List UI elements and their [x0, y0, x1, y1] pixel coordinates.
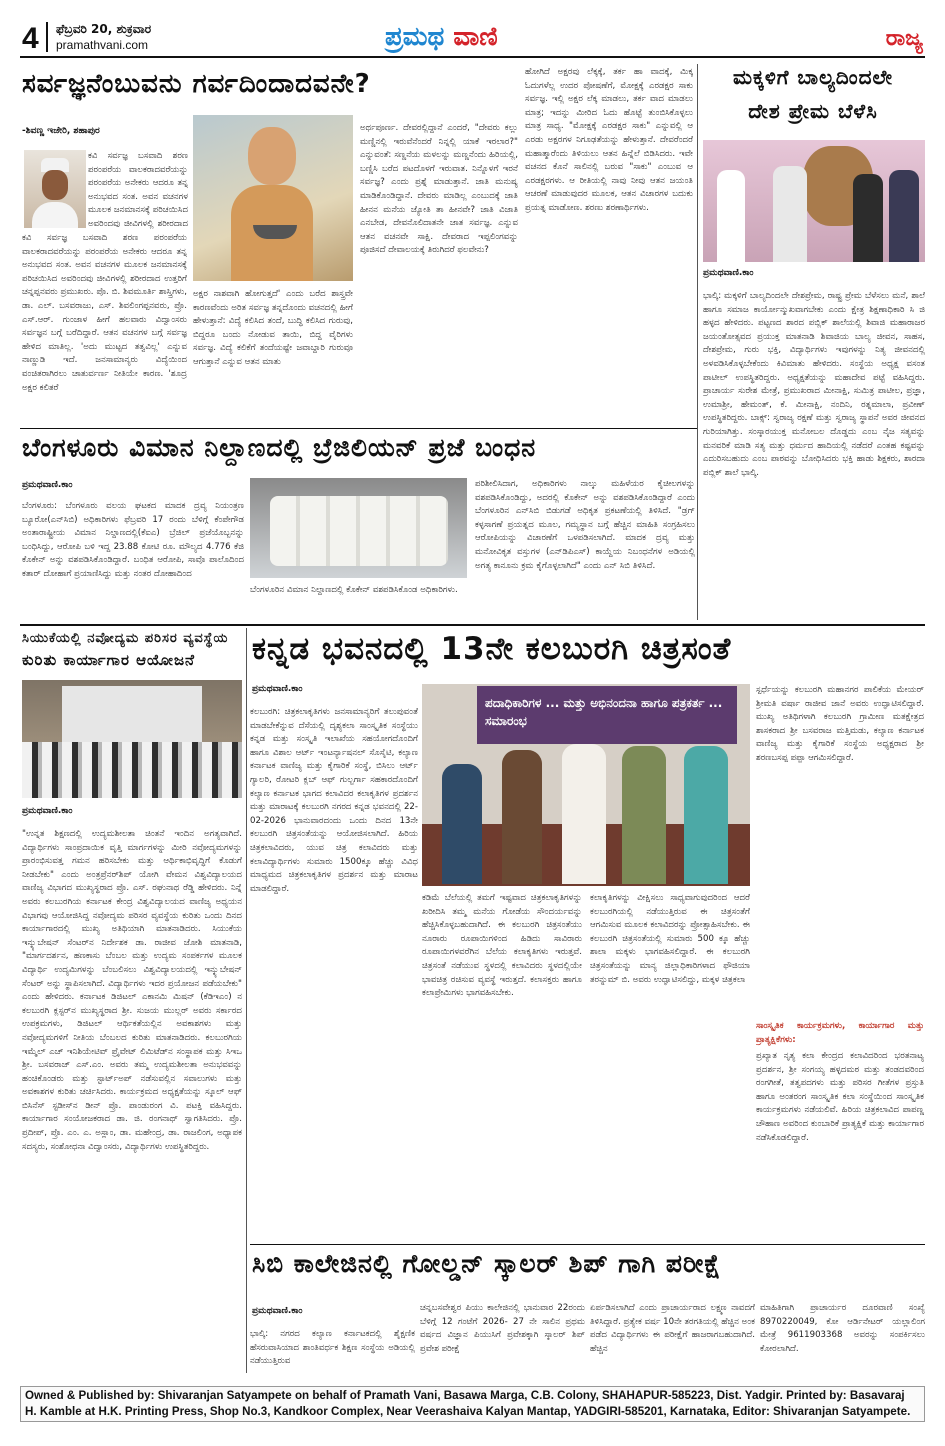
article-headline: ಬೆಂಗಳೂರು ವಿಮಾನ ನಿಲ್ದಾಣದಲ್ಲಿ ಬ್ರೆಜಿಲಿಯನ್ ಪ್ರಜೆ ಬಂಧನ — [22, 433, 537, 462]
article-text: ಕಡಿಮೆ ಬೆಲೆಯಲ್ಲಿ ತಮಗೆ ಇಷ್ಟವಾದ ಚಿತ್ರಕಲಾಕೃತಿಗಳನ್ನು ಖರೀದಿಸಿ ತಮ್ಮ ಮನೆಯ ಗೋಡೆಯ ಸೌಂದರ್ಯವನ್ನು ಹೆಚ್ಚಿಸಿಕೊಳ್ಳಬಹುದಾಗಿದೆ. ಈ ಕಲಬುರಗಿ ಚಿತ್ರಸಂತೆಯು ನೂರಾರು ರೂಪಾಯಿಗಳಿಂದ ಹಿಡಿದು ಸಾವಿರಾರು ರೂಪಾಯಿಗಳವರೆಗಿನ ಬೆಲೆಯ ಕಲಾಕೃತಿಗಳು ಇರುತ್ತವೆ. ಚಿತ್ರಸಂತೆ ನಡೆಯುವ ಸ್ಥಳದಲ್ಲಿ ಕಲಾವಿದರು ಸ್ಥಳದಲ್ಲಿಯೇ ಭಾವಚಿತ್ರ ರಚಿಸುವ ವ್ಯವಸ್ಥೆ ಇರುತ್ತದೆ. ಕಲಾಸಕ್ತರು ಹಾಗೂ ಕಲಾಪ್ರೇಮಿಗಳು ಭಾಗವಹಿಸಬೇಕು. — [422, 893, 582, 999]
article-body-cont: ಕವಿ ಸರ್ವಜ್ಞ ಬಸವಾದಿ ಶರಣ ಪರಂಪರೆಯ ವಾಲಕರಾದವರೆಯನ್ನು ಪರಂಪರೆಯ ಅನೇಕರು ಆದರೂ ತನ್ನ ಅನುಭವದ ಸಂತ. ಅವನ ವಚನಗಳ ಮೂಲಕ ಜನಮಾನಸಕ್ಕೆ ಪರಿಚಯಿಸಿದ ಅವರಿಂದವು ಜೀವಿಗಳಲ್ಲಿ ಶರೀರದಾದ ಉತ್ತರಿಗೆ ಚನ್ನಪ್ಪನವರು ಪ್ರಮುಖರು. ಪೊ. ಬಿ. ಶಿವಮೂರ್ತಿ ಶಾಸ್ತ್ರಿಗಳು, ಡಾ. ಎಲ್. ಬಸವರಾಜು, ಎಸ್. ಶಿವಲಿಂಗಪ್ಪನವರು, ಪ್ರೊ. ಎಸ್.ಆರ್. ಗುಂಜಾಳ ಹೀಗೆ ಹಲವಾರು ವಿದ್ವಾಂಸರು ಸರ್ವಜ್ಞನ ಬಗ್ಗೆ ಬರೆದಿದ್ದಾರೆ. ಆತನ ವಚನಗಳ ಬಗ್ಗೆ ಸರ್ವಜ್ಞ ಹೇಳಿದ ಮಾತಿಲ್ಲ. 'ಅದು ಮುಟ್ಟದ ತತ್ವವಿಲ್ಲ' ಎನ್ನುವ ನಾಣ್ಣುಡಿ ಇದೆ. ಜನಸಾಮಾನ್ಯರು ವಿದ್ಯೆಯಿಂದ ವಂಚಿತರಾಗಿರಲು ಚಾತುರ್ವರ್ಣ ನೀತಿಯೇ ಕಾರಣ. 'ಶೂದ್ರ ಅಕ್ಷರ ಕಲಿತರೆ — [22, 233, 187, 393]
article-headline: ಸಿಬಿ ಕಾಲೇಜಿನಲ್ಲಿ ಗೋಲ್ಡನ್ ಸ್ಕಾಲರ್ ಶಿಪ್ ಗಾಗಿ ಪರೀಕ್ಷೆ — [252, 1249, 722, 1278]
article-body: ಕವಿ ಸರ್ವಜ್ಞ ಬಸವಾದಿ ಶರಣ ಪರಂಪರೆಯ ವಾಲಕರಾದವರೆಯನ್ನು ಪರಂಪರೆಯ ಅನೇಕರು ಆದರೂ ತನ್ನ ಅನುಭವದ ಸಂತ. ಅವನ ವಚನಗಳ ಮೂಲಕ ಜನಮಾನಸಕ್ಕೆ ಪರಿಚಯಿಸಿದ ಅವರಿಂದವು ಜೀವಿಗಳಲ್ಲಿ ಶರೀರದಾದ — [88, 151, 188, 229]
column-divider — [246, 628, 247, 1373]
article-text: ಅರ್ಥಪೂರ್ಣ. ದೇವರಲ್ಲಿದ್ದಾನೆ ಎಂದರೆ, "ದೇವರು ಕಲ್ಲು ಮಣ್ಣಿನಲ್ಲಿ ಇರುವೆನೆಂದರೆ ನಿನ್ನಲ್ಲಿ ಯಾಕೆ ಇರಲಾರ?" ಎನ್ನುವಂತೆ: ಸಣ್ಣನೆಯ ಮಳಲನ್ನು ಮಣ್ಣನೆಂದು ಹಿರಿಯಲ್ಲಿ, ಬಣ್ಣಿಸಿ ಬರೆದ ಪಟದೊಳಗೆ ಇರುವಾತ. ನಿನ್ನೊಳಗೆ ಇರನೆ ಸರ್ವಜ್ಞ? ಎಂದು ಪ್ರಶ್ನೆ ಮಾಡುತ್ತಾನೆ. ಜಾತಿ ಮನುಷ್ಯ ಮಾಡಿಕೊಂಡಿದ್ದಾನೆ. ದೇವರು ಮಾಡಿಲ್ಲ ಎಂಬುದಕ್ಕೆ ಜಾತಿ ಹೀನನ ಮನೆಯ ಜ್ಯೋತಿ ತಾ ಹೀನವೇ? ಜಾತಿ ವಿಜಾತಿ ಎನಬೇಡ, ದೇವನೊಲಿದಾತನೇ ಜಾತ ಸರ್ವಜ್ಞ. ಎನ್ನುವ ಆತನ ವಚನವೇ ಸಾಕ್ಷಿ. ದೇವರಾದ ಇಪ್ಪಲಿಂಗವನ್ನು ಪೂಜಿಸದೆ ದೇವಾಲಯಕ್ಕೆ ತಿರುಗಿದರೆ ಫಲವೇನು? — [360, 123, 518, 256]
article-text: ಕಲಬುರಗಿ: ಚಿತ್ರಕಲಾಕೃತಿಗಳು ಜನಸಾಮಾನ್ಯರಿಗೆ ತಲುಪುವಂತೆ ಮಾಡಬೇಕೆನ್ನುವ ದೆಸೆಯಲ್ಲಿ ದೃಶ್ಯಕಲಾ ಸಾಂಸ್ಕೃತಿಕ ಸಂಸ್ಥೆಯು ಕನ್ನಡ ಮತ್ತು ಸಂಸ್ಕೃತಿ ಇಲಾಖೆಯ ಸಹಯೋಗದೊಂದಿಗೆ ಹಾಗೂ ವಿಶಾಲ ಆರ್ಟ್ ಇಂಟರ್ನ್ಯಾಷನಲ್ ಸೊಸೈಟಿ, ಕಲ್ಯಾಣ ಕರ್ನಾಟಕ ವಾಣಿಜ್ಯ ಮತ್ತು ಕೈಗಾರಿಕೆ ಸಂಸ್ಥೆ, ಬಿಸಿಲು ಆರ್ಟ್ ಗ್ಯಾಲರಿ, ರೋಟರಿ ಕ್ಲಬ್ ಆಫ್ ಗುಲ್ಬರ್ಗಾ ಸಹಕಾರದೊಂದಿಗೆ ಕಲ್ಯಾಣ ಕರ್ನಾಟಕ ಭಾಗದ ಕಲಾವಿದರ ಕಲಾಕೃತಿಗಳ ಪ್ರದರ್ಶನ ಮತ್ತು ಮಾರಾಟಕ್ಕೆ ಕಲಬುರಗಿ ನಗರದ ಕನ್ನಡ ಭವನದಲ್ಲಿ 22-02-2026 ಭಾನುವಾರದಂದು ಒಂದು ದಿನದ 13ನೇ ಕಲಬುರಗಿ ಚಿತ್ರಸಂತೆಯನ್ನು ಆಯೋಜಿಸಲಾಗಿದೆ. ಹಿರಿಯ ಚಿತ್ರಕಲಾವಿದರು, ಯುವ ಚಿತ್ರ ಕಲಾವಿದರು ಮತ್ತು ಕಲಾವಿದ್ಯಾರ್ಥಿಗಳು ಸುಮಾರು 1500ಕ್ಕೂ ಹೆಚ್ಚು ವಿವಿಧ ಮಾಧ್ಯಮದ ಚಿತ್ರಕಲಾಕೃತಿಗಳ ಪ್ರದರ್ಶನ ಮತ್ತು ಮಾರಾಟ ಮಾಡಲಿದ್ದಾರೆ. — [250, 707, 418, 894]
page-number: 4 — [22, 22, 39, 55]
masthead-logo — [385, 22, 498, 53]
article-text: ಭಾಲ್ಕಿ: ನಗರದ ಕಲ್ಯಾಣ ಕರ್ನಾಟಕದಲ್ಲಿ ಶೈಕ್ಷಣಿಕ ಹೆಸರುವಾಸಿಯಾದ ಶಾಂತಿವರ್ಧಕ ಶಿಕ್ಷಣ ಸಂಸ್ಥೆಯ ಅಡಿಯಲ್ಲಿ ನಡೆಯುತ್ತಿರುವ — [250, 1329, 415, 1367]
article-subhead: ಸಾಂಸ್ಕೃತಿಕ ಕಾರ್ಯಕ್ರಮಗಳು, ಕಾರ್ಯಾಗಾರ ಮತ್ತು ಪ್ರಾತ್ಯಕ್ಷಿಕೆಗಳು: — [756, 1021, 924, 1045]
issue-date: ಫೆಬ್ರವರಿ 20, ಶುಕ್ರವಾರ — [56, 22, 152, 36]
imprint-footer — [20, 1386, 925, 1422]
section-rule — [20, 624, 925, 626]
image-caption: ಬೆಂಗಳೂರಿನ ವಿಮಾನ ನಿಲ್ದಾಣದಲ್ಲಿ ಕೊಕೇನ್ ವಶಪಡಿಸಿಕೊಂಡ ಅಧಿಕಾರಿಗಳು. — [250, 585, 458, 595]
event-banner: ಪದಾಧಿಕಾರಿಗಳ ... ಮತ್ತು ಅಭಿನಂದನಾ ಹಾಗೂ ಪತ್ರಕರ್ತ ... ಸಮಾರಂಭ — [477, 686, 737, 744]
sarvajna-illustration — [193, 115, 353, 281]
workshop-photo — [22, 680, 242, 798]
article-text — [88, 150, 188, 230]
section-label: ರಾಜ್ಯ — [885, 26, 923, 51]
imprint-line-2: H. Kamble at H.K. Printing Press, Shop No.3, Kandkoor Complex, Near Veerashaiva Kalyan Mantap, YADGIRI-585201, Karnataka, Editor: Shivaranjan Satyampete. — [25, 1405, 911, 1418]
article-byline: ಪ್ರಮಥವಾಣಿ.ಕಾಂ — [252, 1306, 303, 1316]
article-headline: ಕನ್ನಡ ಭವನದಲ್ಲಿ 13ನೇ ಕಲಬುರಗಿ ಚಿತ್ರಸಂತೆ — [252, 631, 732, 667]
article-headline: ಕುರಿತು ಕಾರ್ಯಾಗಾರ ಆಯೋಜನೆ — [22, 651, 195, 669]
article-text: ಪರಿಶೀಲಿಸಿದಾಗ, ಅಧಿಕಾರಿಗಳು ನಾಲ್ಕು ಮಹಿಳೆಯರ ಕೈಚೀಲಗಳನ್ನು ವಶಪಡಿಸಿಕೊಂಡಿದ್ದು, ಅದರಲ್ಲಿ ಕೊಕೇನ್ ಅನ್ನು ವಶಪಡಿಸಿಕೊಂಡಿದ್ದಾರೆ ಎಂದು ಬೆಂಗಳೂರಿನ ಎನ್‌ಸಿಬಿ ಬಿಡುಗಡೆ ಅಧಿಕೃತ ಪ್ರಕಟಣೆಯಲ್ಲಿ ತಿಳಿಸಿದೆ. "ಡ್ರಗ್ ಕಳ್ಳಸಾಗಣೆ ಪ್ರಯತ್ನದ ಮೂಲ, ಗಮ್ಯಸ್ಥಾನ ಬಗ್ಗೆ ಹೆಚ್ಚಿನ ಮಾಹಿತಿ ಸಂಗ್ರಹಿಸಲು ಆರೋಪಿಯನ್ನು ವಿಚಾರಣೆಗೆ ಒಳಪಡಿಸಲಾಗಿದೆ. ಮಾದಕ ದ್ರವ್ಯ ಮತ್ತು ಮನೋವಿಕೃತ ವಸ್ತುಗಳ (ಎನ್‌ಡಿಪಿಎಸ್) ಕಾಯ್ದೆಯ ನಿಬಂಧನೆಗಳ ಅಡಿಯಲ್ಲಿ ಅಗತ್ಯ ಕಾನೂನು ಕ್ರಮ ಕೈಗೊಳ್ಳಲಾಗಿದೆ" ಎಂದು ಎನ್ ಸಿಬಿ ತಿಳಿಸಿದೆ. — [475, 479, 695, 571]
article-text: ಭಾಲ್ಕಿ: ಮಕ್ಕಳಿಗೆ ಬಾಲ್ಯದಿಂದಲೇ ದೇಶಪ್ರೇಮ, ರಾಷ್ಟ್ರ ಪ್ರೇಮ ಬೆಳೆಸಲು ಮನೆ, ಶಾಲೆ ಹಾಗೂ ಸಮಾಜ ಕಾರ್ಯೋನ್ಮುಖವಾಗಬೇಕು ಎಂದು ಕ್ಷೇತ್ರ ಶಿಕ್ಷಣಾಧಿಕಾರಿ ಸಿ ಜಿ ಹಳ್ಳದ ಹೇಳಿದರು. ಪಟ್ಟಣದ ಶಾರದ ಪಬ್ಲಿಕ್ ಶಾಲೆಯಲ್ಲಿ ಶಿವಾಜಿ ಮಹಾರಾಜರ ಜಯಂತೋತ್ಸವದ ಪ್ರಯುಕ್ತ ಮಾತನಾಡಿ ಶಿವಾಜಿಯ ಬಾಲ್ಯ ಜೀವನ, ಸಾಹಸ, ದೇಶಪ್ರೇಮ, ಗುರು ಭಕ್ತಿ, ವಿದ್ಯಾರ್ಥಿಗಳು ಇವುಗಳನ್ನು ನಿತ್ಯ ಜೀವನದಲ್ಲಿ ಅಳವಡಿಸಿಕೊಳ್ಳಬೇಕೆಂದು ಕಿವಿಮಾತು ಹೇಳಿದರು. ಸಂಸ್ಥೆಯ ಅಧ್ಯಕ್ಷ ವಸಂತ ಪಾಟೀಲ್ ಉಪಸ್ಥಿತರಿದ್ದರು. ಅಧ್ಯಕ್ಷತೆಯನ್ನು ಮಹಾದೇವ ಪಟ್ಟೆ ವಹಿಸಿದ್ದರು. ಪ್ರಾಚಾರ್ಯ ಸುರೇಶ ಮೇತ್ರೆ, ಪ್ರಮುಖರಾದ ಮೀನಾಕ್ಷಿ, ಸುಮಿತ್ರ ಪಾಟೀಲ, ಪ್ರಜ್ಞಾ, ಉಮಾಶ್ರೀ, ಹೇಮಂತ್, ಕೆ. ಮೀನಾಕ್ಷಿ, ನಂದಿನಿ, ರತ್ನಮಾಲಾ, ಪ್ರವೀಣ್ ಉಪಸ್ಥಿತರಿದ್ದರು. ಬಾಕ್ಸ್: ಸ್ವರಾಜ್ಯ ರಕ್ಷಣೆ ಮತ್ತು ಸ್ವರಾಜ್ಯ ಸ್ಥಾಪನೆ ಅವರ ಜೀವನದ ಗುರಿಯಾಗಿತ್ತು. ಸಂಸ್ಕಾರಯುಕ್ತ ಮನೋಬಲ ದೊಡ್ಡದು ಎಂಬ ನೈಜ ಸತ್ಯವನ್ನು ಮನವರಿಕೆ ಮಾಡಿ ಸತ್ಯ ಮತ್ತು ಧರ್ಮದ ಹಾದಿಯಲ್ಲಿ ನಡೆದರೆ ಎಂತಹ ಕಷ್ಟವನ್ನು ಎದುರಿಸಬಹುದು ಎಂಬ ಪಾಠವನ್ನು ಬೋಧಿಸಿದರು ಭಕ್ತಿ ಹಾಡು ಶಿಕ್ಷಕರು, ಶಾರದಾ ಪಬ್ಲಿಕ್ ಶಾಲೆ ಭಾಲ್ಕಿ. — [703, 291, 925, 478]
article-byline: -ಶಿವಣ್ಣ ಇಜೇರಿ, ಶಹಾಪುರ — [22, 126, 100, 136]
article-text: "ಉನ್ನತ ಶಿಕ್ಷಣದಲ್ಲಿ ಉದ್ಯಮಶೀಲತಾ ಚಿಂತನೆ ಇಂದಿನ ಅಗತ್ಯವಾಗಿದೆ. ವಿದ್ಯಾರ್ಥಿಗಳು ಸಾಂಪ್ರದಾಯಿಕ ವೃತ್ತಿ ಮಾರ್ಗಗಳನ್ನು ಮೀರಿ ನವೋದ್ಯಮಗಳನ್ನು ಪ್ರಾರಂಭಿಸುವತ್ತ ಗಮನ ಹರಿಸಬೇಕು ಮತ್ತು ಆರ್ಥಿಕಾಭಿವೃದ್ಧಿಗೆ ಕೊಡುಗೆ ನೀಡಬೇಕು" ಎಂದು ಅಂತ್ರಪ್ರೆನರ್‌ಶಿಪ್ ಯೋಗಿ ವೇಮನ ವಿಶ್ವವಿದ್ಯಾಲಯದ ವಾಣಿಜ್ಯ ವಿಭಾಗದ ಮುಖ್ಯಸ್ಥರಾದ ಪ್ರೊ. ಎಸ್. ರಘುನಾಥ ರೆಡ್ಡಿ ಹೇಳಿದರು. ನಿನ್ನೆ ಅವರು ಕಲಬುರಗಿಯ ಕರ್ನಾಟಕ ಕೇಂದ್ರ ವಿಶ್ವವಿದ್ಯಾಲಯದ ವಾಣಿಜ್ಯ ಅಧ್ಯಯನ ವಿಭಾಗವು ಆಯೋಜಿಸಿದ್ದ ನವೋದ್ಯಮ ಪರಿಸರ ವ್ಯವಸ್ಥೆಯ ಕುರಿತು ಒಂದು ದಿನದ ಕಾರ್ಯಾಗಾರದಲ್ಲಿ ಮುಖ್ಯ ಅತಿಥಿಯಾಗಿ ಮಾತನಾಡಿದರು. ಸಿಯುಕೆಯ ಇನ್ಕ್ಯುಬೇಷನ್ ಸೆಂಟರ್‌ನ ನಿರ್ದೇಶಕ ಡಾ. ರಾಜೀವ ಜೋಶಿ ಮಾತನಾಡಿ, "ಮಾರ್ಗದರ್ಶನ, ಹಣಕಾಸು ಬೆಂಬಲ ಮತ್ತು ಉದ್ಯಮ ಸಂಪರ್ಕಗಳ ಮೂಲಕ ವಿದ್ಯಾರ್ಥಿ ಉದ್ಯಮಿಗಳನ್ನು ಬೆಂಬಲಿಸಲು ವಿಶ್ವವಿದ್ಯಾಲಯದಲ್ಲಿ ಇನ್ಕ್ಯುಬೇಷನ್ ಸೆಂಟರ್ ಅನ್ನು ಸ್ಥಾಪಿಸಲಾಗಿದೆ. ವಿದ್ಯಾರ್ಥಿಗಳು ಇದರ ಪ್ರಯೋಜನ ಪಡೆಯಬೇಕು" ಎಂದು ಹೇಳಿದರು. ಕರ್ನಾಟಕ ಡಿಜಿಟಲ್ ಎಕಾನಮಿ ಮಿಷನ್ (ಕೆಡಿಇಎಂ) ನ ಕಲಬುರಗಿ ಕ್ಲಸ್ಟರ್‌ನ ಮುಖ್ಯಸ್ಥರಾದ ಶ್ರೀ. ಸುಜಯ ಮುಲ್ಲರ್ ಅವರು ಸರ್ಕಾರದ ಉಪಕ್ರಮಗಳು, ಡಿಜಿಟಲ್ ಆರ್ಥಿಕತೆಯಲ್ಲಿನ ಅವಕಾಶಗಳು ಮತ್ತು ನವೋದ್ಯಮಗಳಿಗೆ ನೀತಿಯ ಬೆಂಬಲದ ಕುರಿತು ಮಾತನಾಡಿದರು. ಕಲಬುರಗಿಯ ಇಮ್ಮೆಲ್ ಎಚ್ ಇನಿಶಿಯೇಟಿವ್ ಪ್ರೈವೇಟ್ ಲಿಮಿಟೆಡ್‌ನ ಸಂಸ್ಥಾಪಕ ಮತ್ತು ಸಿಇಒ ಶ್ರೀ. ಬಸವರಾಜ್ ಎಸ್.ಎಂ. ಅವರು ತಮ್ಮ ಉದ್ಯಮಶೀಲತಾ ಅನುಭವವನ್ನು ಹಂಚಿಕೊಂಡರು ಮತ್ತು ಸ್ಟಾರ್ಟ್‌ಅಪ್ ನಡೆಸುವಲ್ಲಿನ ಸವಾಲುಗಳು ಮತ್ತು ಅವಕಾಶಗಳ ಕುರಿತು ಚರ್ಚಿಸಿದರು. ಕಾರ್ಯಕ್ರಮದ ಅಧ್ಯಕ್ಷತೆಯನ್ನು ಸ್ಕೂಲ್ ಆಫ್ ಬಿಸಿನೆಸ್ ಸ್ಟಡೀಸ್‌ನ ಡೀನ್ ಪ್ರೊ. ಪಾಂಡುರಂಗ ವಿ. ಪಟಕ್ತಿ ವಹಿಸಿದ್ದರು. ಕಾರ್ಯಾಗಾರ ಸಂಯೋಜಕರಾದ ಡಾ. ಜಿ. ರಂಗನಾಥ್ ಸ್ವಾಗತಿಸಿದರು. ಪ್ರೊ. ಪ್ರದೀಪ್, ಪ್ರೊ. ಎಂ. ಎ. ಅಸ್ಲಾಂ, ಡಾ. ಮಹೇಂದ್ರ, ಡಾ. ರಾಜಲಿಂಗ, ಅಧ್ಯಾಪಕ ಸದಸ್ಯರು, ಸಂಶೋಧನಾ ವಿದ್ವಾಂಸರು, ವಿದ್ಯಾರ್ಥಿಗಳು ಉಪಸ್ಥಿತರಿದ್ದರು. — [22, 829, 242, 1152]
logo-part1: ಪ್ರಮಥ — [385, 22, 445, 52]
article-headline: ಸಿಯುಕೆಯಲ್ಲಿ ನವೋದ್ಯಮ ಪರಿಸರ ವ್ಯವಸ್ಥೆಯ — [22, 631, 229, 646]
press-meet-photo — [422, 684, 750, 886]
article-text: ಪ್ರಖ್ಯಾತ ನೃತ್ಯ ಕಲಾ ಕೇಂದ್ರದ ಕಲಾವಿದರಿಂದ ಭರತನಾಟ್ಯ ಪ್ರದರ್ಶನ, ಶ್ರೀ ಸಂಗಯ್ಯ ಹಳ್ಳದಮಠ ಮತ್ತು ತಂಡದವರಿಂದ ರಂಗಗೀತೆ, ತತ್ವಪದಗಳು ಮತ್ತು ಪರಿಸರ ಗೀತೆಗಳ ಪ್ರಸ್ತುತಿ ಹಾಗೂ ಅಂತರಂಗ ಸಾಂಸ್ಕೃತಿಕ ಕಲಾ ಸಂಸ್ಥೆಯಿಂದ ಸಾಂಸ್ಕೃತಿಕ ಕಾರ್ಯಕ್ರಮಗಳು ನಡೆಯಲಿವೆ. ಹಿರಿಯ ಚಿತ್ರಕಲಾವಿದ ಪಾಪಣ್ಣ ಚೌಹಾಣ ಅವರಿಂದ ಕುಂಬಾರಿಕೆ ಪ್ರಾತ್ಯಕ್ಷಿಕೆ ಮತ್ತು ಕಾರ್ಯಾಗಾರ ನಡೆಸಿಕೊಡಲಿದ್ದಾರೆ. — [756, 1051, 924, 1143]
article-text: ಚನ್ನಬಸವೇಶ್ವರ ಪಿಯು ಕಾಲೇಜಿನಲ್ಲಿ ಭಾನುವಾರ 22ರಂದು ಬೆಳಿಗ್ಗೆ 12 ಗಂಟೆಗೆ 2026- 27 ನೇ ಸಾಲಿನ ಪ್ರಥಮ ವರ್ಷದ ವಿಜ್ಞಾನ ಪಿಯುಸಿಗೆ ಪ್ರವೇಶಕ್ಕಾಗಿ ಸ್ಕಾಲರ್ ಶಿಪ್ ಪ್ರವೇಶ ಪರೀಕ್ಷೆ — [420, 1303, 585, 1354]
imprint-line-1: Owned & Published by: Shivaranjan Satyampete on behalf of Pramath Vani, Basawa Marga, C.B. Colony, SHAHAPUR-585223, Dist. Yadgir. Printed by: Basavaraj — [25, 1389, 905, 1402]
header-divider — [46, 22, 48, 52]
header-rule — [20, 56, 925, 58]
article-byline: ಪ್ರಮಥವಾಣಿ.ಕಾಂ — [22, 806, 73, 816]
author-photo — [24, 150, 86, 228]
article-headline: ದೇಶ ಪ್ರೇಮ ಬೆಳೆಸಿ — [748, 99, 878, 123]
article-text: ಬೆಂಗಳೂರು: ಬೆಂಗಳೂರು ವಲಯ ಘಟಕದ ಮಾದಕ ದ್ರವ್ಯ ನಿಯಂತ್ರಣ ಬ್ಯೂರೋ(ಎನ್‌ಸಿಬಿ) ಅಧಿಕಾರಿಗಳು ಫೆಬ್ರವರಿ 17 ರಂದು ಬೆಳಿಗ್ಗೆ ಕೆಂಪೇಗೌಡ ಅಂತಾರಾಷ್ಟ್ರೀಯ ವಿಮಾನ ನಿಲ್ದಾಣದಲ್ಲಿ(ಕೆಐಎ) ಬ್ರೆಜಿಲ್ ಪ್ರಜೆಯೊಬ್ಬನನ್ನು ಬಂಧಿಸಿದ್ದು, ಆರೋಪಿ ಬಳಿ ಇದ್ದ 23.88 ಕೋಟಿ ರೂ. ಮೌಲ್ಯದ 4.776 ಕೆಜಿ ಕೊಕೇನ್ ಅನ್ನು ವಶಪಡಿಸಿಕೊಂಡಿದ್ದಾರೆ. ಬಂಧಿತ ಆರೋಪಿ, ಸಾವೊ ಪಾಲೊದಿಂದ ಕತಾರ್ ದೋಹಾಗೆ ಪ್ರಯಾಣಿಸಿದ್ದು ಮತ್ತು ನಂತರ ದೋಹಾದಿಂದ — [22, 501, 244, 579]
article-text: ಹೋಗಿದೆ ಅಕ್ಷರವು ಲೆಕ್ಕಕ್ಕೆ, ತರ್ಕ ಹಾ ವಾದಕ್ಕೆ, ಮಿಕ್ಕ ಓದುಗಳೆಲ್ಲ ಉದರ ಪೋಷಣೆಗೆ, ಮೋಕ್ಷಕ್ಕೆ ಎರಡಕ್ಷರ ಸಾಕು ಸರ್ವಜ್ಞ. ಇಲ್ಲಿ ಅಕ್ಷರ ಲೆಕ್ಕ ಮಾಡಲು, ತರ್ಕ ವಾದ ಮಾಡಲು ಮಾತ್ರ; ಇದನ್ನು ಮೀರಿದ ಓದು ಹೊಟ್ಟೆ ತುಂಬಿಸಿಕೊಳ್ಳಲು ಮಾತ್ರ ಸಾಧ್ಯ. "ಮೋಕ್ಷಕ್ಕೆ ಎರಡಕ್ಷರ ಸಾಕು" ಎನ್ನುವಲ್ಲಿ ಆ ಎರಡು ಅಕ್ಷರಗಳ ನಿಗೂಢತೆಯನ್ನು ಹೇಳುತ್ತಾನೆ. ದೇವರೆಂದರೆ ಮಹಾತ್ಮಾರೆಂದು ತಿಳಿಯಲು ಆತನ ಹಿನ್ನೆಲೆ ಬಿಡಿಸಿದರು. ಇವೇ ವಚನದ ಕೊನೆ ಸಾಲಿನಲ್ಲಿ ಬರುವ "ಸಾಕು" ಎಂಬುವ ಆ ಎರಡಕ್ಷರಗಳು. ಆ ರೀತಿಯಲ್ಲಿ ನಾವು ನೀವು ಆತನ ಜಯಂತಿ ಆಚರಣೆ ಮಾಡುವುದರ ಮೂಲಕ, ಆತನ ವಿಚಾರಗಳ ಬದುಕು ಪ್ರಯತ್ನ ಮಾಡೋಣ. ಶರಣು ಶರಣಾರ್ಥಿಗಳು. — [525, 67, 693, 213]
article-headline: ಸರ್ವಜ್ಞನೆಂಬುವನು ಗರ್ವದಿಂದಾದವನೇ? — [22, 69, 371, 99]
section-rule — [250, 1244, 925, 1245]
article-byline: ಪ್ರಮಥವಾಣಿ.ಕಾಂ — [703, 268, 754, 278]
column-divider — [697, 64, 698, 620]
article-byline: ಪ್ರಮಥವಾಣಿ.ಕಾಂ — [252, 684, 303, 694]
website-link[interactable]: pramathvani.com — [56, 38, 149, 52]
article-text: ಕಲಾಕೃತಿಗಳನ್ನು ವೀಕ್ಷಿಸಲು ಸಾಧ್ಯವಾಗುವುದರಿಂದ ಆದರೆ ಕಲಬುರಗಿಯಲ್ಲಿ ನಡೆಯುತ್ತಿರುವ ಈ ಚಿತ್ರಸಂತೆಗೆ ಆಗಮಿಸುವ ಮೂಲಕ ಕಲಾವಿದರನ್ನು ಪ್ರೋತ್ಸಾಹಿಸಬೇಕು. ಈ ಕಲಬುರಗಿ ಚಿತ್ರಸಂತೆಯಲ್ಲಿ ಸುಮಾರು 500 ಕ್ಕೂ ಹೆಚ್ಚು ಶಾಲಾ ಮಕ್ಕಳು ಭಾಗವಹಿಸಲಿದ್ದಾರೆ. ಈ ಕಲಬುರಗಿ ಚಿತ್ರಸಂತೆಯನ್ನು ಮಾನ್ಯ ಜಿಲ್ಲಾಧಿಕಾರಿಗಳಾದ ಫೌಜಿಯಾ ತರನ್ನುಮ್ ಬಿ. ಅವರು ಉದ್ಘಾಟಿಸಲಿದ್ದು, ಮಕ್ಕಳ ಚಿತ್ರಕಲಾ — [590, 893, 750, 985]
event-photo — [703, 140, 925, 262]
article-text: ಮಾಹಿತಿಗಾಗಿ ಪ್ರಾಚಾರ್ಯರ ದೂರವಾಣಿ ಸಂಖ್ಯೆ 8970220049, ಕೋ ಆರ್ಡಿನೇಟರ್ ಯಲ್ಲಾಲಿಂಗ ಮೇತ್ರೆ 9611903368 ಅವರನ್ನು ಸಂಪರ್ಕಿಸಲು ಕೋರಲಾಗಿದೆ. — [760, 1303, 925, 1354]
article-text: ಅಕ್ಷರ ನಾಶವಾಗಿ ಹೋಗುತ್ತದೆ' ಎಂದು ಬರೆದ ಶಾಸ್ತ್ರವೇ ಕಾರಣವೆಂದು ಅರಿತ ಸರ್ವಜ್ಞ ತನ್ನದೊಂದು ವಚನದಲ್ಲಿ ಹೀಗೆ ಹೇಳುತ್ತಾನೆ: ವಿದ್ಯೆ ಕಲಿಸಿದ ತಂದೆ, ಬುದ್ಧಿ ಕಲಿಸಿದ ಗುರುವು, ಬಿದ್ದರೂ ಬಂದು ನೋಡುವ ತಾಯಿ, ಬಿದ್ದ ವೈರಿಗಳು ಸರ್ವಜ್ಞ. ವಿದ್ಯೆ ಕಲಿಕೆಗೆ ತಂದೆಯಷ್ಟೇ ಜವಾಬ್ದಾರಿ ಗುರುವೂ ಆಗುತ್ತಾನೆ ಎನ್ನುವ ಆತನ ಮಾತು — [193, 289, 353, 367]
article-byline: ಪ್ರಮಥವಾಣಿ.ಕಾಂ — [22, 480, 73, 490]
seized-cocaine-photo — [250, 478, 467, 578]
section-rule — [20, 428, 697, 429]
article-text: ಸ್ಪರ್ಧೆಯನ್ನು ಕಲಬುರಗಿ ಮಹಾನಗರ ಪಾಲಿಕೆಯ ಮೇಯರ್ ಶ್ರೀಮತಿ ವರ್ಷಾ ರಾಜೀವ ಜಾನೆ ಅವರು ಉದ್ಘಾಟಿಸಲಿದ್ದಾರೆ. ಮುಖ್ಯ ಅತಿಥಿಗಳಾಗಿ ಕಲಬುರಗಿ ಗ್ರಾಮೀಣ ಮತಕ್ಷೇತ್ರದ ಶಾಸಕರಾದ ಶ್ರೀ ಬಸವರಾಜ ಮತ್ತಿಮಡು, ಕಲ್ಯಾಣ ಕರ್ನಾಟಕ ವಾಣಿಜ್ಯ ಮತ್ತು ಕೈಗಾರಿಕೆ ಸಂಸ್ಥೆಯ ಅಧ್ಯಕ್ಷರಾದ ಶ್ರೀ ಶರಣಬಸಪ್ಪ ಪಪ್ಪಾ ಆಗಮಿಸಲಿದ್ದಾರೆ. — [756, 685, 924, 763]
article-text: ಏರ್ಪಡಿಸಲಾಗಿದೆ ಎಂದು ಪ್ರಾಚಾರ್ಯರಾದ ಲಕ್ಷ್ಮಣ ನಾವದಗೆ ತಿಳಿಸಿದ್ದಾರೆ. ಪ್ರತ್ಯೇಕ ವರ್ಷ 10ನೇ ತರಗತಿಯಲ್ಲಿ ಹೆಚ್ಚಿನ ಅಂಕ ಪಡೆದ ವಿದ್ಯಾರ್ಥಿಗಳು ಈ ಪರೀಕ್ಷೆಗೆ ಹಾಜರಾಗಬಹುದಾಗಿದೆ. ಹೆಚ್ಚಿನ — [590, 1303, 755, 1354]
article-text — [22, 232, 187, 418]
logo-part2: ವಾಣಿ — [453, 22, 498, 52]
article-headline: ಮಕ್ಕಳಿಗೆ ಬಾಲ್ಯದಿಂದಲೇ — [732, 65, 894, 89]
